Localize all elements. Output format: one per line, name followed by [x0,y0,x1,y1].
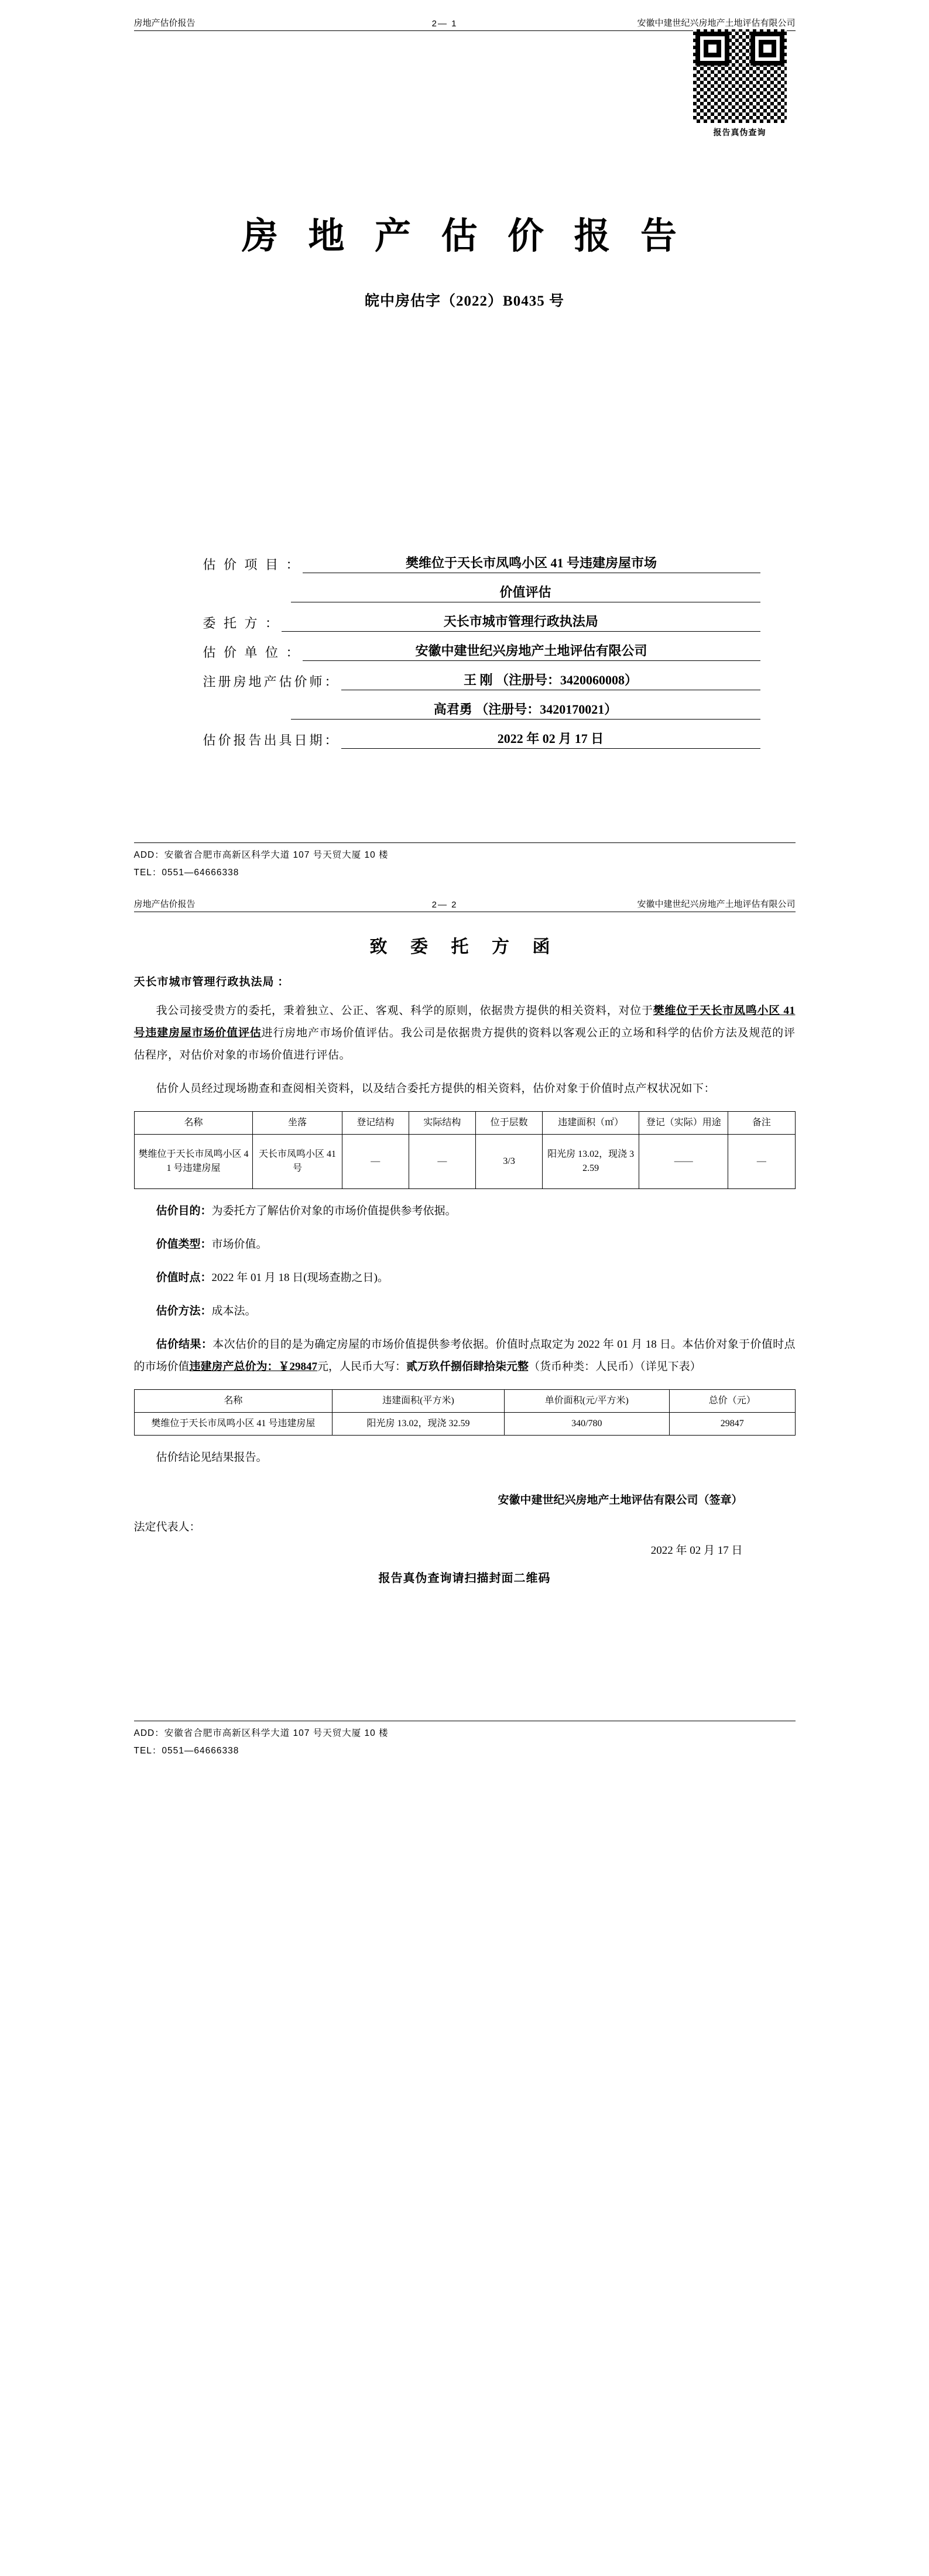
header-left-text: 房地产估价报告 [133,18,196,28]
td-actual-structure: — [409,1135,475,1189]
property-status-table [134,1111,796,1189]
letter-header-page-number: 2— 2 [431,900,458,910]
item-value-date-text: 2022 年 01 月 18 日(现场查勘之日)。 [211,1272,389,1284]
table-row [134,1135,795,1189]
item-result-text-b: 元，人民币大写： [317,1361,407,1373]
letter-section [134,881,796,1759]
item-result-text-a: 本次估价的目的是为确定房屋的市场价值提供参考依据。价值时点取定为 2022 年 01 月 18 日。本估价对象于价值时点的市场价值 [133,1338,796,1373]
field-appraiser-2 [203,700,796,720]
letter-footer-telephone: TEL：0551—64666338 [133,1745,239,1756]
td2-illegal-area: 阳光房 13.02，现浇 32.59 [332,1413,505,1436]
th2-total-price: 总价（元） [669,1390,795,1413]
table-row [134,1413,795,1436]
field-project-label: 估 价 项 目 ： [203,557,301,572]
td-location: 天长市凤鸣小区 41 号 [253,1135,342,1189]
field-client-value: 天长市城市管理行政执法局 [282,612,760,632]
header-company-name: 安徽中建世纪兴房地产土地评估有限公司 [637,18,796,28]
field-project [203,553,796,573]
field-appraiser-label: 注册房地产估价师： [203,674,340,689]
item-value-date [134,1267,796,1289]
td2-name: 樊维位于天长市凤鸣小区 41 号违建房屋 [134,1413,332,1436]
header-page-number: 2— 1 [431,19,458,29]
td-remark: — [728,1135,795,1189]
field-appraiser-1 [203,670,796,690]
para1-project-emphasis: 樊维位于天长市凤鸣小区 41 号违建房屋市场价值评估 [133,1005,796,1039]
field-issue-date-label: 估价报告出具日期： [203,733,340,748]
item-method-text: 成本法。 [211,1305,256,1317]
item-method-label: 估价方法： [156,1305,212,1317]
letter-title: 致 委 托 方 函 [369,937,560,957]
field-project-cont [203,583,796,602]
item-result-amount-words: 贰万玖仟捌佰肆拾柒元整 [406,1361,529,1373]
letter-addressee: 天长市城市管理行政执法局 ： [133,976,290,988]
qr-verify-note: 报告真伪查询请扫描封面二维码 [378,1571,551,1585]
footer-address: ADD：安徽省合肥市高新区科学大道 107 号天贸大厦 10 楼 [133,850,389,861]
item-value-type [134,1234,796,1256]
letter-header-company-name: 安徽中建世纪兴房地产土地评估有限公司 [637,899,796,909]
letter-footer [134,1721,796,1759]
item-value-date-label: 价值时点： [156,1272,212,1284]
item-value-type-label: 价值类型： [156,1238,212,1251]
para1-part-b: 进行房地产市场价值评估。我公司是依据贵方提供的资料以客观公正的立场和科学的估价方法及规范的评估程序，对估价对象的市场价值进行评估。 [133,1027,796,1061]
letter-footer-address: ADD：安徽省合肥市高新区科学大道 107 号天贸大厦 10 楼 [133,1728,389,1739]
td2-total-price: 29847 [669,1413,795,1436]
field-client-label: 委 托 方 ： [203,616,281,631]
item-method [134,1300,796,1323]
field-issue-date [203,729,796,749]
th-name: 名称 [134,1112,253,1135]
letter-paragraph-1 [134,1000,796,1067]
cover-footer [134,842,796,881]
field-project-value-2: 价值评估 [291,583,760,602]
field-appraiser-1-value: 王 刚 （注册号：3420060008） [341,670,760,690]
signature-company: 安徽中建世纪兴房地产土地评估有限公司（签章） [498,1494,743,1506]
td-name: 樊维位于天长市凤鸣小区 41 号违建房屋 [134,1135,253,1189]
letter-running-header [134,898,796,912]
report-number: 皖中房估字（2022）B0435 号 [365,293,564,309]
th2-illegal-area: 违建面积(平方米) [332,1390,505,1413]
footer-telephone: TEL：0551—64666338 [133,867,239,878]
table-header-row [134,1112,795,1135]
th-location: 坐落 [253,1112,342,1135]
signature-legal-rep: 法定代表人： [133,1520,201,1533]
td2-unit-price: 340/780 [504,1413,669,1436]
item-result [134,1334,796,1378]
page-title: 房 地 产 估 价 报 告 [241,217,687,256]
field-client [203,612,796,632]
item-result-text-c: （货币种类：人民币）（详见下表） [529,1361,701,1373]
td-illegal-area: 阳光房 13.02，现浇 32.59 [543,1135,639,1189]
letter-closing: 估价结论见结果报告。 [156,1451,268,1464]
th-use: 登记（实际）用途 [639,1112,728,1135]
signature-area [134,1489,796,1563]
th-registered-structure: 登记结构 [342,1112,409,1135]
field-appraisal-unit-value: 安徽中建世纪兴房地产土地评估有限公司 [303,641,760,661]
item-purpose-label: 估价目的： [156,1205,212,1217]
item-purpose-text: 为委托方了解估价对象的市场价值提供参考依据。 [211,1205,457,1217]
item-purpose [134,1200,796,1222]
th-floor: 位于层数 [476,1112,543,1135]
td-use: —— [639,1135,728,1189]
field-appraiser-2-value: 高君勇 （注册号：3420170021） [291,700,760,720]
item-value-type-text: 市场价值。 [211,1238,268,1251]
qr-code-icon [693,29,787,123]
td-registered-structure: — [342,1135,409,1189]
th-actual-structure: 实际结构 [409,1112,475,1135]
th-remark: 备注 [728,1112,795,1135]
field-issue-date-value: 2022 年 02 月 17 日 [341,729,760,749]
signature-date: 2022 年 02 月 17 日 [650,1544,743,1557]
cover-fields [134,553,796,749]
field-appraisal-unit-label: 估 价 单 位 ： [203,645,301,660]
cover-section [134,0,796,881]
th-illegal-area: 违建面积（㎡） [543,1112,639,1135]
td-floor: 3/3 [476,1135,543,1189]
para1-part-a: 我公司接受贵方的委托，秉着独立、公正、客观、科学的原则，依据贵方提供的相关资料，对位于 [156,1005,653,1017]
qr-block [684,29,796,138]
letter-paragraph-2: 估价人员经过现场勘查和查阅相关资料，以及结合委托方提供的相关资料，估价对象于价值时点产权状况如下： [156,1083,716,1095]
th2-name: 名称 [134,1390,332,1413]
table-header-row [134,1390,795,1413]
item-result-label: 估价结果： [156,1338,213,1351]
field-project-value: 樊维位于天长市凤鸣小区 41 号违建房屋市场 [303,553,760,573]
field-appraisal-unit [203,641,796,661]
th2-unit-price: 单价面积(元/平方米) [504,1390,669,1413]
item-result-total-price: 违建房产总价为：￥29847 [189,1361,318,1373]
letter-header-left-text: 房地产估价报告 [133,899,196,909]
price-summary-table [134,1389,796,1436]
qr-caption-label: 报告真伪查询 [713,128,766,137]
